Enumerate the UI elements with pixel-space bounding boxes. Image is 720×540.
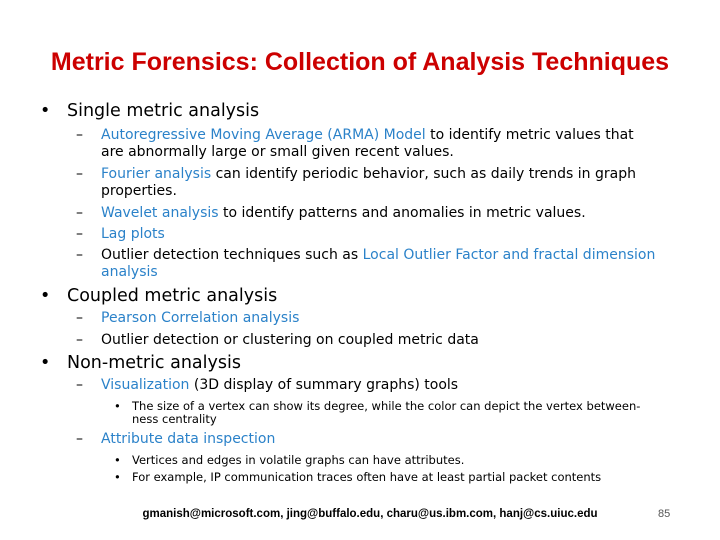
bullet-marker: • <box>40 101 51 121</box>
dash-marker: – <box>76 310 83 326</box>
fourier-link-text: Fourier analysis <box>101 166 212 182</box>
footer-emails: gmanish@microsoft.com, jing@buffalo.edu, charu@us.ibm.com, hanj@cs.uiuc.edu <box>142 508 598 520</box>
slide-title: Metric Forensics: Collection of Analysis Techniques <box>50 48 670 76</box>
dash-marker: – <box>76 226 83 242</box>
bullet-label: Coupled metric analysis <box>67 286 278 306</box>
page-number: 85 <box>658 508 671 520</box>
bullet-marker: • <box>114 470 121 484</box>
dash-marker: – <box>76 332 83 348</box>
arma-text: to identify metric values that <box>425 127 634 143</box>
arma-link-text: Autoregressive Moving Average (ARMA) Model <box>101 127 426 143</box>
dash-marker: – <box>76 127 83 143</box>
clustering-text: Outlier detection or clustering on coupled metric data <box>101 332 479 348</box>
lof-link-text: Local Outlier Factor and fractal dimension <box>362 247 656 263</box>
dash-marker: – <box>76 431 83 447</box>
dash-marker: – <box>76 377 83 393</box>
fourier-text: can identify periodic behavior, such as daily trends in graph <box>211 166 636 182</box>
wavelet-link-text: Wavelet analysis <box>101 205 219 221</box>
outlier-text: Outlier detection techniques such as <box>101 247 363 263</box>
wavelet-text: to identify patterns and anomalies in metric values. <box>218 205 586 221</box>
vertex-size-text: The size of a vertex can show its degree, while the color can depict the vertex between- <box>132 399 641 413</box>
attribute-link-text: Attribute data inspection <box>101 431 276 447</box>
vertex-size-text-cont: ness centrality <box>132 412 217 426</box>
bullet-marker: • <box>40 353 51 373</box>
pearson-link-text: Pearson Correlation analysis <box>101 310 300 326</box>
bullet-label: Non-metric analysis <box>67 353 241 373</box>
lof-link-text-cont: analysis <box>101 264 158 280</box>
fourier-text-cont: properties. <box>101 183 177 199</box>
arma-text-cont: are abnormally large or small given recent values. <box>101 144 454 160</box>
visualization-link-text: Visualization <box>101 377 190 393</box>
bullet-label: Single metric analysis <box>67 101 260 121</box>
bullet-marker: • <box>114 399 121 413</box>
dash-marker: – <box>76 166 83 182</box>
dash-marker: – <box>76 205 83 221</box>
lag-plots-link-text: Lag plots <box>101 226 165 242</box>
bullet-marker: • <box>40 286 51 306</box>
bullet-marker: • <box>114 453 121 467</box>
ip-traces-text: For example, IP communication traces often have at least partial packet contents <box>132 470 602 484</box>
dash-marker: – <box>76 247 83 263</box>
attributes-text: Vertices and edges in volatile graphs can have attributes. <box>132 453 465 467</box>
visualization-text: (3D display of summary graphs) tools <box>189 377 459 393</box>
